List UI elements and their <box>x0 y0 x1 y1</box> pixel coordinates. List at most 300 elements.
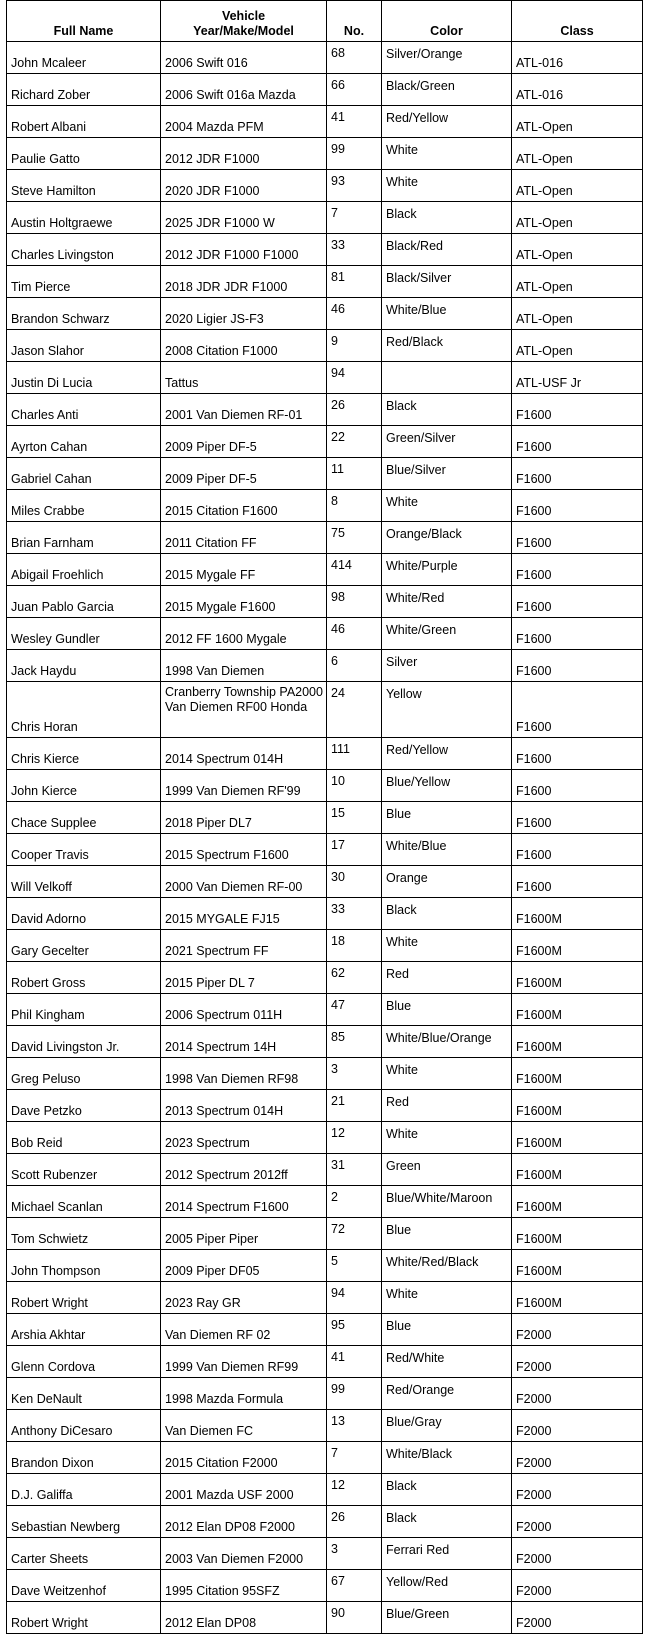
cell-number: 81 <box>327 266 382 298</box>
cell-vehicle: Van Diemen FC <box>161 1410 327 1442</box>
cell-class: ATL-Open <box>512 330 643 362</box>
table-row <box>7 138 643 170</box>
cell-vehicle: 2006 Spectrum 011H <box>161 994 327 1026</box>
cell-color: Black <box>382 898 512 930</box>
cell-number: 13 <box>327 1410 382 1442</box>
cell-class: ATL-Open <box>512 170 643 202</box>
cell-vehicle: 1999 Van Diemen RF'99 <box>161 770 327 802</box>
table-row <box>7 234 643 266</box>
cell-class: F1600M <box>512 1282 643 1314</box>
table-row <box>7 74 643 106</box>
cell-color: White <box>382 1122 512 1154</box>
cell-color: Blue/Gray <box>382 1410 512 1442</box>
table-row <box>7 586 643 618</box>
cell-number: 90 <box>327 1602 382 1634</box>
cell-number: 11 <box>327 458 382 490</box>
table-row <box>7 1602 643 1634</box>
cell-full-name: Charles Livingston <box>7 234 161 266</box>
table-row <box>7 1442 643 1474</box>
cell-vehicle: 2005 Piper Piper <box>161 1218 327 1250</box>
cell-number: 68 <box>327 42 382 74</box>
table-row <box>7 362 643 394</box>
table-row <box>7 1122 643 1154</box>
cell-color: Ferrari Red <box>382 1538 512 1570</box>
cell-number: 111 <box>327 738 382 770</box>
cell-class: F2000 <box>512 1410 643 1442</box>
cell-color: Black <box>382 1474 512 1506</box>
cell-class: F1600 <box>512 682 643 738</box>
cell-vehicle: 2015 Piper DL 7 <box>161 962 327 994</box>
cell-number: 33 <box>327 898 382 930</box>
cell-full-name: Richard Zober <box>7 74 161 106</box>
cell-number: 9 <box>327 330 382 362</box>
cell-vehicle: 2009 Piper DF-5 <box>161 426 327 458</box>
cell-full-name: Robert Albani <box>7 106 161 138</box>
cell-class: ATL-Open <box>512 266 643 298</box>
cell-color: Green <box>382 1154 512 1186</box>
table-row <box>7 1570 643 1602</box>
cell-color: Black <box>382 202 512 234</box>
cell-number: 15 <box>327 802 382 834</box>
cell-number: 21 <box>327 1090 382 1122</box>
header-vehicle-line2: Year/Make/Model <box>193 24 294 38</box>
cell-number: 30 <box>327 866 382 898</box>
cell-color: Black <box>382 394 512 426</box>
table-row <box>7 866 643 898</box>
table-row <box>7 834 643 866</box>
cell-number: 3 <box>327 1058 382 1090</box>
cell-vehicle: 2020 JDR F1000 <box>161 170 327 202</box>
cell-number: 18 <box>327 930 382 962</box>
cell-full-name: Arshia Akhtar <box>7 1314 161 1346</box>
cell-number: 93 <box>327 170 382 202</box>
cell-number: 22 <box>327 426 382 458</box>
cell-number: 46 <box>327 298 382 330</box>
cell-vehicle: 1995 Citation 95SFZ <box>161 1570 327 1602</box>
header-class: Class <box>512 1 643 42</box>
cell-class: F1600M <box>512 962 643 994</box>
cell-class: F1600 <box>512 586 643 618</box>
cell-full-name: Dave Weitzenhof <box>7 1570 161 1602</box>
table-row <box>7 1282 643 1314</box>
cell-full-name: Tom Schwietz <box>7 1218 161 1250</box>
cell-vehicle: 2000 Van Diemen RF-00 <box>161 866 327 898</box>
cell-color: Orange <box>382 866 512 898</box>
cell-full-name: Glenn Cordova <box>7 1346 161 1378</box>
cell-class: F1600 <box>512 490 643 522</box>
cell-color: Red <box>382 1090 512 1122</box>
cell-full-name: Gary Gecelter <box>7 930 161 962</box>
cell-class: F1600 <box>512 618 643 650</box>
cell-number: 2 <box>327 1186 382 1218</box>
cell-color: Blue <box>382 1314 512 1346</box>
cell-color: White/Purple <box>382 554 512 586</box>
cell-full-name: Dave Petzko <box>7 1090 161 1122</box>
cell-class: ATL-016 <box>512 42 643 74</box>
cell-color: White/Blue <box>382 298 512 330</box>
table-row <box>7 962 643 994</box>
cell-full-name: John Kierce <box>7 770 161 802</box>
table-row <box>7 202 643 234</box>
cell-vehicle: 2009 Piper DF05 <box>161 1250 327 1282</box>
table-header <box>7 1 643 42</box>
cell-vehicle: 2003 Van Diemen F2000 <box>161 1538 327 1570</box>
table-body <box>7 42 643 1634</box>
cell-class: F2000 <box>512 1602 643 1634</box>
cell-full-name: Michael Scanlan <box>7 1186 161 1218</box>
cell-full-name: Justin Di Lucia <box>7 362 161 394</box>
cell-number: 67 <box>327 1570 382 1602</box>
cell-color: Blue <box>382 994 512 1026</box>
cell-number: 41 <box>327 1346 382 1378</box>
cell-class: F2000 <box>512 1314 643 1346</box>
cell-class: F1600M <box>512 1026 643 1058</box>
table-row <box>7 1474 643 1506</box>
cell-color: Blue <box>382 1218 512 1250</box>
cell-color: Green/Silver <box>382 426 512 458</box>
cell-class: F2000 <box>512 1538 643 1570</box>
cell-number: 85 <box>327 1026 382 1058</box>
cell-vehicle: 1998 Van Diemen RF98 <box>161 1058 327 1090</box>
cell-class: F1600 <box>512 522 643 554</box>
cell-color: Blue/White/Maroon <box>382 1186 512 1218</box>
cell-vehicle: 2015 Citation F2000 <box>161 1442 327 1474</box>
cell-full-name: Ken DeNault <box>7 1378 161 1410</box>
cell-vehicle: 2012 Elan DP08 F2000 <box>161 1506 327 1538</box>
cell-full-name: Jason Slahor <box>7 330 161 362</box>
cell-vehicle: 2018 JDR JDR F1000 <box>161 266 327 298</box>
cell-number: 72 <box>327 1218 382 1250</box>
cell-vehicle: Van Diemen RF 02 <box>161 1314 327 1346</box>
cell-vehicle: 2012 JDR F1000 <box>161 138 327 170</box>
cell-full-name: Robert Wright <box>7 1602 161 1634</box>
cell-vehicle: 2014 Spectrum 014H <box>161 738 327 770</box>
header-full-name: Full Name <box>7 1 161 42</box>
cell-full-name: Paulie Gatto <box>7 138 161 170</box>
cell-vehicle: 2023 Spectrum <box>161 1122 327 1154</box>
cell-number: 62 <box>327 962 382 994</box>
table-row <box>7 1154 643 1186</box>
cell-color: White <box>382 490 512 522</box>
cell-full-name: Chace Supplee <box>7 802 161 834</box>
cell-number: 7 <box>327 202 382 234</box>
cell-class: F1600M <box>512 1186 643 1218</box>
cell-class: F1600 <box>512 866 643 898</box>
cell-class: ATL-Open <box>512 234 643 266</box>
table-row <box>7 1250 643 1282</box>
cell-vehicle: 2021 Spectrum FF <box>161 930 327 962</box>
cell-class: F1600 <box>512 802 643 834</box>
cell-class: ATL-Open <box>512 202 643 234</box>
header-number: No. <box>327 1 382 42</box>
table-row <box>7 618 643 650</box>
cell-number: 33 <box>327 234 382 266</box>
cell-class: F2000 <box>512 1506 643 1538</box>
cell-color: Red <box>382 962 512 994</box>
cell-full-name: Steve Hamilton <box>7 170 161 202</box>
entry-list-table <box>6 0 643 1634</box>
cell-class: F1600M <box>512 994 643 1026</box>
cell-number: 7 <box>327 1442 382 1474</box>
cell-color: Red/Black <box>382 330 512 362</box>
cell-color: Black <box>382 1506 512 1538</box>
cell-class: F1600 <box>512 834 643 866</box>
cell-class: F1600M <box>512 898 643 930</box>
cell-class: F1600 <box>512 770 643 802</box>
table-row <box>7 898 643 930</box>
cell-full-name: David Adorno <box>7 898 161 930</box>
table-row <box>7 1218 643 1250</box>
table-row <box>7 42 643 74</box>
cell-class: F1600M <box>512 1090 643 1122</box>
cell-vehicle: Cranberry Township PA2000 Van Diemen RF00 Honda <box>161 682 327 738</box>
cell-class: F1600 <box>512 650 643 682</box>
cell-number: 46 <box>327 618 382 650</box>
table-row <box>7 1506 643 1538</box>
table-row <box>7 650 643 682</box>
cell-color: White/Green <box>382 618 512 650</box>
cell-full-name: Sebastian Newberg <box>7 1506 161 1538</box>
cell-color <box>382 362 512 394</box>
cell-number: 8 <box>327 490 382 522</box>
table-row <box>7 170 643 202</box>
table-row <box>7 266 643 298</box>
cell-vehicle: 2015 MYGALE FJ15 <box>161 898 327 930</box>
table-row <box>7 330 643 362</box>
cell-color: Silver/Orange <box>382 42 512 74</box>
table-row <box>7 1058 643 1090</box>
table-row <box>7 1410 643 1442</box>
cell-vehicle: 1998 Van Diemen <box>161 650 327 682</box>
cell-class: F2000 <box>512 1442 643 1474</box>
cell-class: F1600 <box>512 426 643 458</box>
cell-color: White <box>382 1058 512 1090</box>
cell-color: White/Red <box>382 586 512 618</box>
cell-full-name: John Thompson <box>7 1250 161 1282</box>
cell-number: 26 <box>327 394 382 426</box>
table-row <box>7 490 643 522</box>
cell-color: Red/Yellow <box>382 106 512 138</box>
cell-full-name: Jack Haydu <box>7 650 161 682</box>
cell-vehicle: 1999 Van Diemen RF99 <box>161 1346 327 1378</box>
cell-vehicle: 2014 Spectrum F1600 <box>161 1186 327 1218</box>
cell-full-name: Chris Horan <box>7 682 161 738</box>
cell-class: ATL-USF Jr <box>512 362 643 394</box>
cell-vehicle: 2015 Mygale F1600 <box>161 586 327 618</box>
cell-class: F1600 <box>512 738 643 770</box>
table-row <box>7 298 643 330</box>
cell-color: White/Blue <box>382 834 512 866</box>
cell-full-name: Cooper Travis <box>7 834 161 866</box>
cell-number: 31 <box>327 1154 382 1186</box>
cell-color: White <box>382 138 512 170</box>
cell-class: F1600M <box>512 1250 643 1282</box>
cell-vehicle: 2025 JDR F1000 W <box>161 202 327 234</box>
cell-vehicle: 2008 Citation F1000 <box>161 330 327 362</box>
cell-full-name: Charles Anti <box>7 394 161 426</box>
header-color: Color <box>382 1 512 42</box>
cell-vehicle: 2009 Piper DF-5 <box>161 458 327 490</box>
cell-number: 75 <box>327 522 382 554</box>
table-row <box>7 1538 643 1570</box>
cell-class: F1600 <box>512 394 643 426</box>
cell-color: White <box>382 1282 512 1314</box>
cell-full-name: Austin Holtgraewe <box>7 202 161 234</box>
cell-full-name: Ayrton Cahan <box>7 426 161 458</box>
cell-full-name: Gabriel Cahan <box>7 458 161 490</box>
cell-number: 12 <box>327 1122 382 1154</box>
cell-class: F1600M <box>512 1218 643 1250</box>
table-row <box>7 554 643 586</box>
cell-full-name: Brandon Dixon <box>7 1442 161 1474</box>
cell-full-name: John Mcaleer <box>7 42 161 74</box>
cell-color: White <box>382 170 512 202</box>
cell-vehicle: 2015 Spectrum F1600 <box>161 834 327 866</box>
cell-color: Silver <box>382 650 512 682</box>
cell-color: White/Blue/Orange <box>382 1026 512 1058</box>
cell-full-name: Will Velkoff <box>7 866 161 898</box>
cell-class: F1600M <box>512 1122 643 1154</box>
table-row <box>7 802 643 834</box>
cell-vehicle: 2001 Van Diemen RF-01 <box>161 394 327 426</box>
cell-color: Yellow <box>382 682 512 738</box>
table-row <box>7 1378 643 1410</box>
table-row <box>7 738 643 770</box>
cell-number: 99 <box>327 1378 382 1410</box>
cell-vehicle: Tattus <box>161 362 327 394</box>
cell-color: Blue/Yellow <box>382 770 512 802</box>
cell-color: Blue <box>382 802 512 834</box>
cell-class: F1600M <box>512 1058 643 1090</box>
cell-class: F2000 <box>512 1570 643 1602</box>
cell-vehicle: 2012 JDR F1000 F1000 <box>161 234 327 266</box>
cell-vehicle: 2014 Spectrum 14H <box>161 1026 327 1058</box>
cell-full-name: Phil Kingham <box>7 994 161 1026</box>
cell-number: 12 <box>327 1474 382 1506</box>
cell-number: 47 <box>327 994 382 1026</box>
cell-number: 66 <box>327 74 382 106</box>
cell-color: Yellow/Red <box>382 1570 512 1602</box>
cell-vehicle: 2006 Swift 016a Mazda <box>161 74 327 106</box>
cell-vehicle: 2011 Citation FF <box>161 522 327 554</box>
cell-number: 98 <box>327 586 382 618</box>
cell-number: 41 <box>327 106 382 138</box>
cell-number: 17 <box>327 834 382 866</box>
table-row <box>7 1090 643 1122</box>
cell-vehicle: 2015 Mygale FF <box>161 554 327 586</box>
cell-full-name: Chris Kierce <box>7 738 161 770</box>
cell-class: ATL-Open <box>512 138 643 170</box>
header-vehicle <box>161 1 327 42</box>
cell-number: 24 <box>327 682 382 738</box>
cell-vehicle: 2015 Citation F1600 <box>161 490 327 522</box>
cell-color: Red/White <box>382 1346 512 1378</box>
table-row <box>7 426 643 458</box>
cell-full-name: Greg Peluso <box>7 1058 161 1090</box>
cell-number: 94 <box>327 362 382 394</box>
cell-full-name: Brandon Schwarz <box>7 298 161 330</box>
cell-color: White/Black <box>382 1442 512 1474</box>
cell-number: 10 <box>327 770 382 802</box>
cell-class: F1600M <box>512 1154 643 1186</box>
cell-full-name: Carter Sheets <box>7 1538 161 1570</box>
cell-number: 414 <box>327 554 382 586</box>
cell-vehicle: 2012 Spectrum 2012ff <box>161 1154 327 1186</box>
cell-class: F1600M <box>512 930 643 962</box>
table-row <box>7 770 643 802</box>
table-row <box>7 1346 643 1378</box>
cell-number: 6 <box>327 650 382 682</box>
cell-class: F2000 <box>512 1378 643 1410</box>
cell-class: ATL-Open <box>512 106 643 138</box>
cell-number: 99 <box>327 138 382 170</box>
cell-color: Orange/Black <box>382 522 512 554</box>
cell-full-name: Anthony DiCesaro <box>7 1410 161 1442</box>
cell-number: 5 <box>327 1250 382 1282</box>
cell-color: Black/Green <box>382 74 512 106</box>
cell-vehicle: 1998 Mazda Formula <box>161 1378 327 1410</box>
table-row <box>7 522 643 554</box>
cell-vehicle: 2004 Mazda PFM <box>161 106 327 138</box>
table-row <box>7 1314 643 1346</box>
cell-vehicle: 2018 Piper DL7 <box>161 802 327 834</box>
cell-vehicle: 2012 Elan DP08 <box>161 1602 327 1634</box>
cell-vehicle: 2006 Swift 016 <box>161 42 327 74</box>
cell-class: ATL-016 <box>512 74 643 106</box>
cell-full-name: Miles Crabbe <box>7 490 161 522</box>
cell-color: Red/Orange <box>382 1378 512 1410</box>
table-row <box>7 994 643 1026</box>
cell-full-name: Brian Farnham <box>7 522 161 554</box>
cell-color: Blue/Green <box>382 1602 512 1634</box>
table-row <box>7 458 643 490</box>
cell-full-name: Robert Gross <box>7 962 161 994</box>
cell-color: White <box>382 930 512 962</box>
cell-full-name: Robert Wright <box>7 1282 161 1314</box>
cell-color: White/Red/Black <box>382 1250 512 1282</box>
cell-color: Black/Silver <box>382 266 512 298</box>
cell-number: 3 <box>327 1538 382 1570</box>
cell-color: Black/Red <box>382 234 512 266</box>
cell-number: 94 <box>327 1282 382 1314</box>
cell-class: F2000 <box>512 1346 643 1378</box>
cell-full-name: D.J. Galiffa <box>7 1474 161 1506</box>
cell-full-name: Scott Rubenzer <box>7 1154 161 1186</box>
cell-full-name: Bob Reid <box>7 1122 161 1154</box>
header-row <box>7 1 643 42</box>
cell-class: ATL-Open <box>512 298 643 330</box>
cell-full-name: Tim Pierce <box>7 266 161 298</box>
table-row <box>7 394 643 426</box>
cell-class: F2000 <box>512 1474 643 1506</box>
cell-vehicle: 2023 Ray GR <box>161 1282 327 1314</box>
header-vehicle-line1: Vehicle <box>221 9 266 23</box>
cell-full-name: Wesley Gundler <box>7 618 161 650</box>
cell-full-name: Juan Pablo Garcia <box>7 586 161 618</box>
table-row <box>7 1026 643 1058</box>
table-row <box>7 682 643 738</box>
cell-vehicle: 2013 Spectrum 014H <box>161 1090 327 1122</box>
table-row <box>7 106 643 138</box>
cell-number: 26 <box>327 1506 382 1538</box>
cell-number: 95 <box>327 1314 382 1346</box>
cell-full-name: Abigail Froehlich <box>7 554 161 586</box>
cell-class: F1600 <box>512 458 643 490</box>
cell-color: Blue/Silver <box>382 458 512 490</box>
table-row <box>7 1186 643 1218</box>
cell-color: Red/Yellow <box>382 738 512 770</box>
cell-class: F1600 <box>512 554 643 586</box>
